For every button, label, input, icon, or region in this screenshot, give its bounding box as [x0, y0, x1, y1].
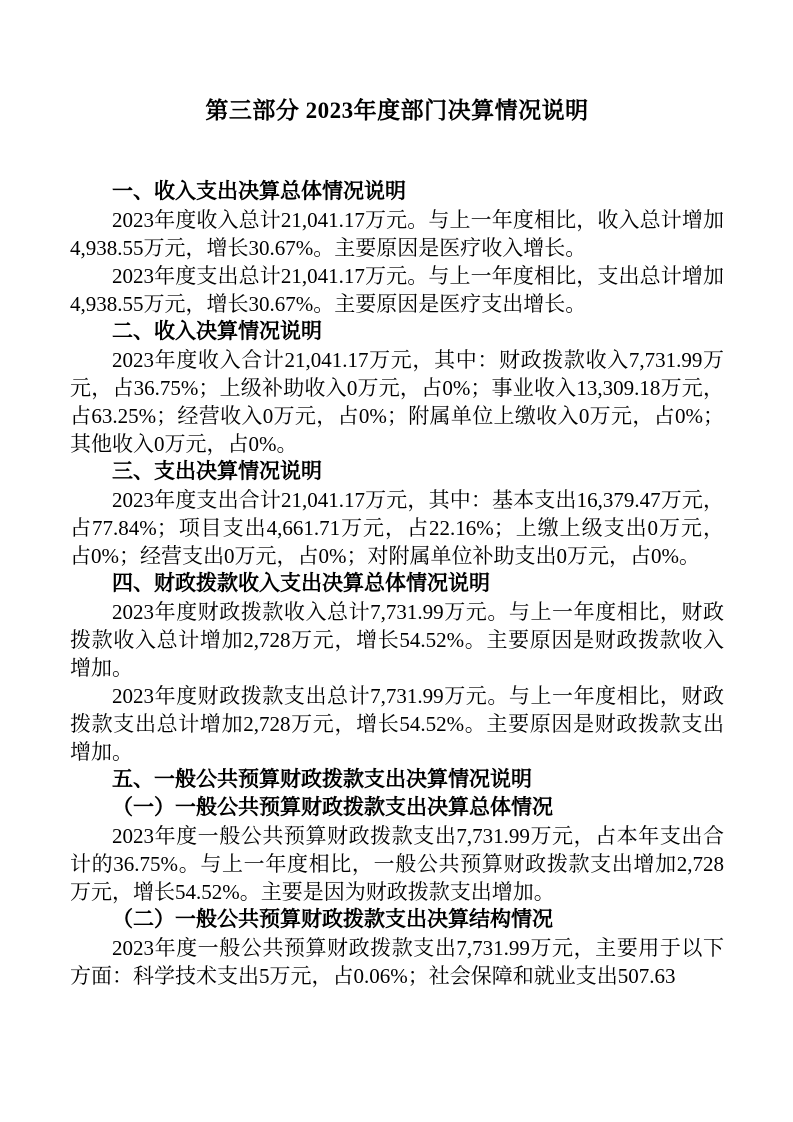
section-heading-3: 三、支出决算情况说明 [112, 460, 322, 483]
paragraph-fiscal-income: 2023年度财政拨款收入总计7,731.99万元。与上一年度相比，财政拨款收入总计增加2,728万元，增长54.52%。主要原因是财政拨款收入增加。 [70, 600, 724, 680]
paragraph-fiscal-expense: 2023年度财政拨款支出总计7,731.99万元。与上一年度相比，财政拨款支出总计增加2,728万元，增长54.52%。主要原因是财政拨款支出增加。 [70, 684, 724, 764]
section-heading-2: 二、收入决算情况说明 [112, 320, 322, 343]
section-heading-4: 四、财政拨款收入支出决算总体情况说明 [112, 572, 490, 595]
paragraph-budget-structure: 2023年度一般公共预算财政拨款支出7,731.99万元，主要用于以下方面：科学技术支出5万元，占0.06%；社会保障和就业支出507.63 [70, 936, 724, 988]
section-heading-5: 五、一般公共预算财政拨款支出决算情况说明 [112, 768, 532, 791]
paragraph-expense-detail: 2023年度支出合计21,041.17万元，其中：基本支出16,379.47万元，占77.84%；项目支出4,661.71万元，占22.16%；上缴上级支出0万元，占0%；经营支出0万元，占0%；对附属单位补助支出0万元，占0%。 [70, 488, 724, 568]
paragraph-income-detail: 2023年度收入合计21,041.17万元，其中：财政拨款收入7,731.99万元，占36.75%；上级补助收入0万元，占0%；事业收入13,309.18万元，占63.25%；经营收入0万元，占0%；附属单位上缴收入0万元，占0%；其他收入0万元，占0%。 [70, 348, 724, 456]
paragraph-budget-overall: 2023年度一般公共预算财政拨款支出7,731.99万元，占本年支出合计的36.75%。与上一年度相比，一般公共预算财政拨款支出增加2,728万元，增长54.52%。主要是因为财政拨款支出增加。 [70, 824, 724, 904]
paragraph-income-total: 2023年度收入总计21,041.17万元。与上一年度相比，收入总计增加4,938.55万元，增长30.67%。主要原因是医疗收入增长。 [70, 208, 724, 260]
paragraph-expense-total: 2023年度支出总计21,041.17万元。与上一年度相比，支出总计增加4,938.55万元，增长30.67%。主要原因是医疗支出增长。 [70, 264, 724, 316]
subsection-heading-5-2: （二）一般公共预算财政拨款支出决算结构情况 [112, 908, 553, 931]
doc-title: 第三部分 2023年度部门决算情况说明 [205, 98, 589, 123]
section-heading-1: 一、收入支出决算总体情况说明 [112, 180, 406, 203]
subsection-heading-5-1: （一）一般公共预算财政拨款支出决算总体情况 [112, 796, 553, 819]
